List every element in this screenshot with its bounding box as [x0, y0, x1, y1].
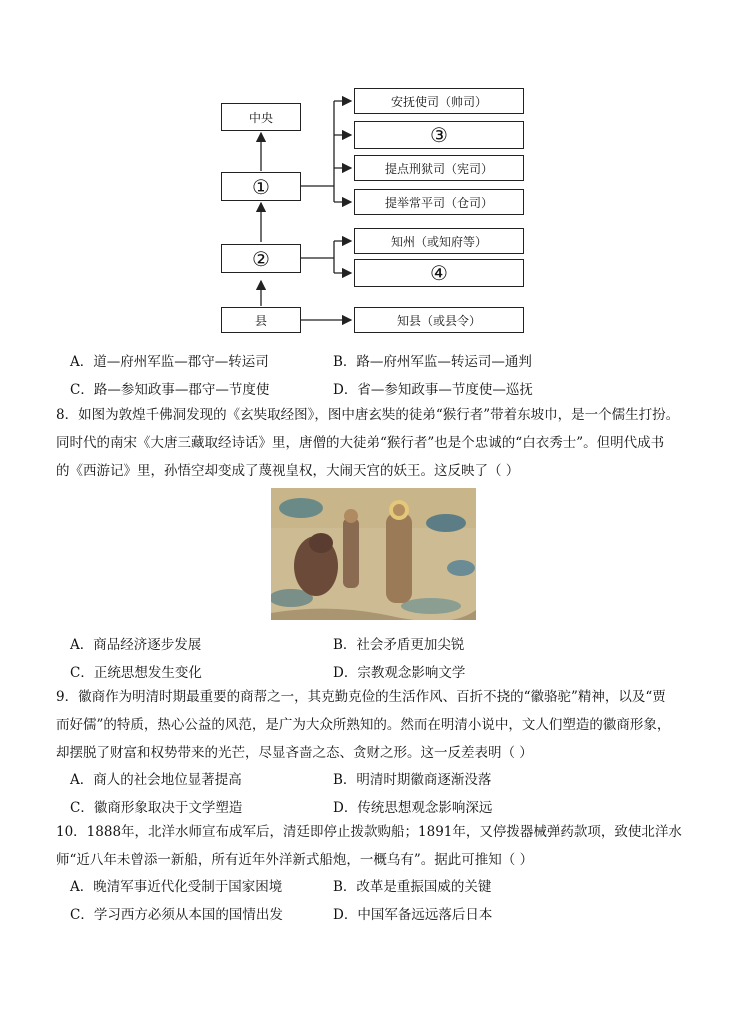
xuanzang-mural-image	[271, 488, 476, 620]
q10-option-a: A．晚清军事近代化受制于国家困境	[70, 879, 283, 895]
q8-line-1: 8．如图为敦煌千佛洞发现的《玄奘取经图》，图中唐玄奘的徒弟“猴行者”带着东坡巾，是一个儒生打扮。	[56, 407, 680, 423]
q9-line-2: 而好儒”的特质，热心公益的风范，是广为大众所熟知的。然而在明清小说中，文人们塑造的徽商形象，	[56, 717, 671, 733]
node1-box: ①	[221, 172, 301, 201]
branch-top-1: 安抚使司（帅司）	[354, 88, 524, 114]
q7-option-d: D．省—参知政事—节度使—巡抚	[333, 382, 533, 398]
q9-option-b: B．明清时期徽商逐渐没落	[333, 772, 492, 788]
q10-stem	[56, 818, 696, 874]
node2-box: ②	[221, 244, 301, 273]
q9-stem	[56, 683, 696, 767]
q7-option-b: B．路—府州军监—转运司—通判	[333, 354, 532, 370]
q8-line-3: 的《西游记》里，孙悟空却变成了蔑视皇权，大闹天宫的妖王。这反映了（ ）	[56, 463, 520, 479]
q9-option-c: C．徽商形象取决于文学塑造	[70, 800, 243, 816]
q9-line-3: 却摆脱了财富和权势带来的光芒，尽显吝啬之态、贪财之形。这一反差表明（ ）	[56, 745, 533, 761]
central-box: 中央	[221, 103, 301, 131]
q8-option-c: C．正统思想发生变化	[70, 665, 202, 681]
branch-top-4: 提举常平司（仓司）	[354, 189, 524, 215]
q10-option-b: B．改革是重振国威的关键	[333, 879, 492, 895]
county-right-box: 知县（或县令）	[354, 307, 524, 333]
q8-option-b: B．社会矛盾更加尖锐	[333, 637, 465, 653]
county-box: 县	[221, 307, 301, 333]
branch-top-3: 提点刑狱司（宪司）	[354, 155, 524, 181]
q7-option-c: C．路—参知政事—郡守—节度使	[70, 382, 270, 398]
q7-option-a: A．道—府州军监—郡守—转运司	[70, 354, 269, 370]
q9-option-d: D．传统思想观念影响深远	[333, 800, 493, 816]
q8-line-2: 同时代的南宋《大唐三藏取经诗话》里，唐僧的大徒弟“猴行者”也是个忠诚的“白衣秀士”。但明代成书	[56, 435, 665, 451]
q10-line-2: 师“近八年未曾添一新船，所有近年外洋新式船炮，一概乌有”。据此可推知（ ）	[56, 852, 534, 868]
branch-mid-2: ④	[354, 259, 524, 287]
q8-option-a: A．商品经济逐步发展	[70, 637, 202, 653]
branch-top-2: ③	[354, 121, 524, 149]
q8-option-d: D．宗教观念影响文学	[333, 665, 466, 681]
branch-mid-1: 知州（或知府等）	[354, 228, 524, 254]
q10-line-1: 10．1888年，北洋水师宣布成军后，清廷即停止拨款购船；1891年，又停拨器械弹药款项，致使北洋水	[56, 824, 682, 840]
q9-option-a: A．商人的社会地位显著提高	[70, 772, 242, 788]
q10-option-c: C．学习西方必须从本国的国情出发	[70, 907, 283, 923]
q10-option-d: D．中国军备远远落后日本	[333, 907, 493, 923]
q8-stem	[56, 401, 696, 485]
q9-line-1: 9．徽商作为明清时期最重要的商帮之一，其克勤克俭的生活作风、百折不挠的“徽骆驼”精神，以及“贾	[56, 689, 666, 705]
